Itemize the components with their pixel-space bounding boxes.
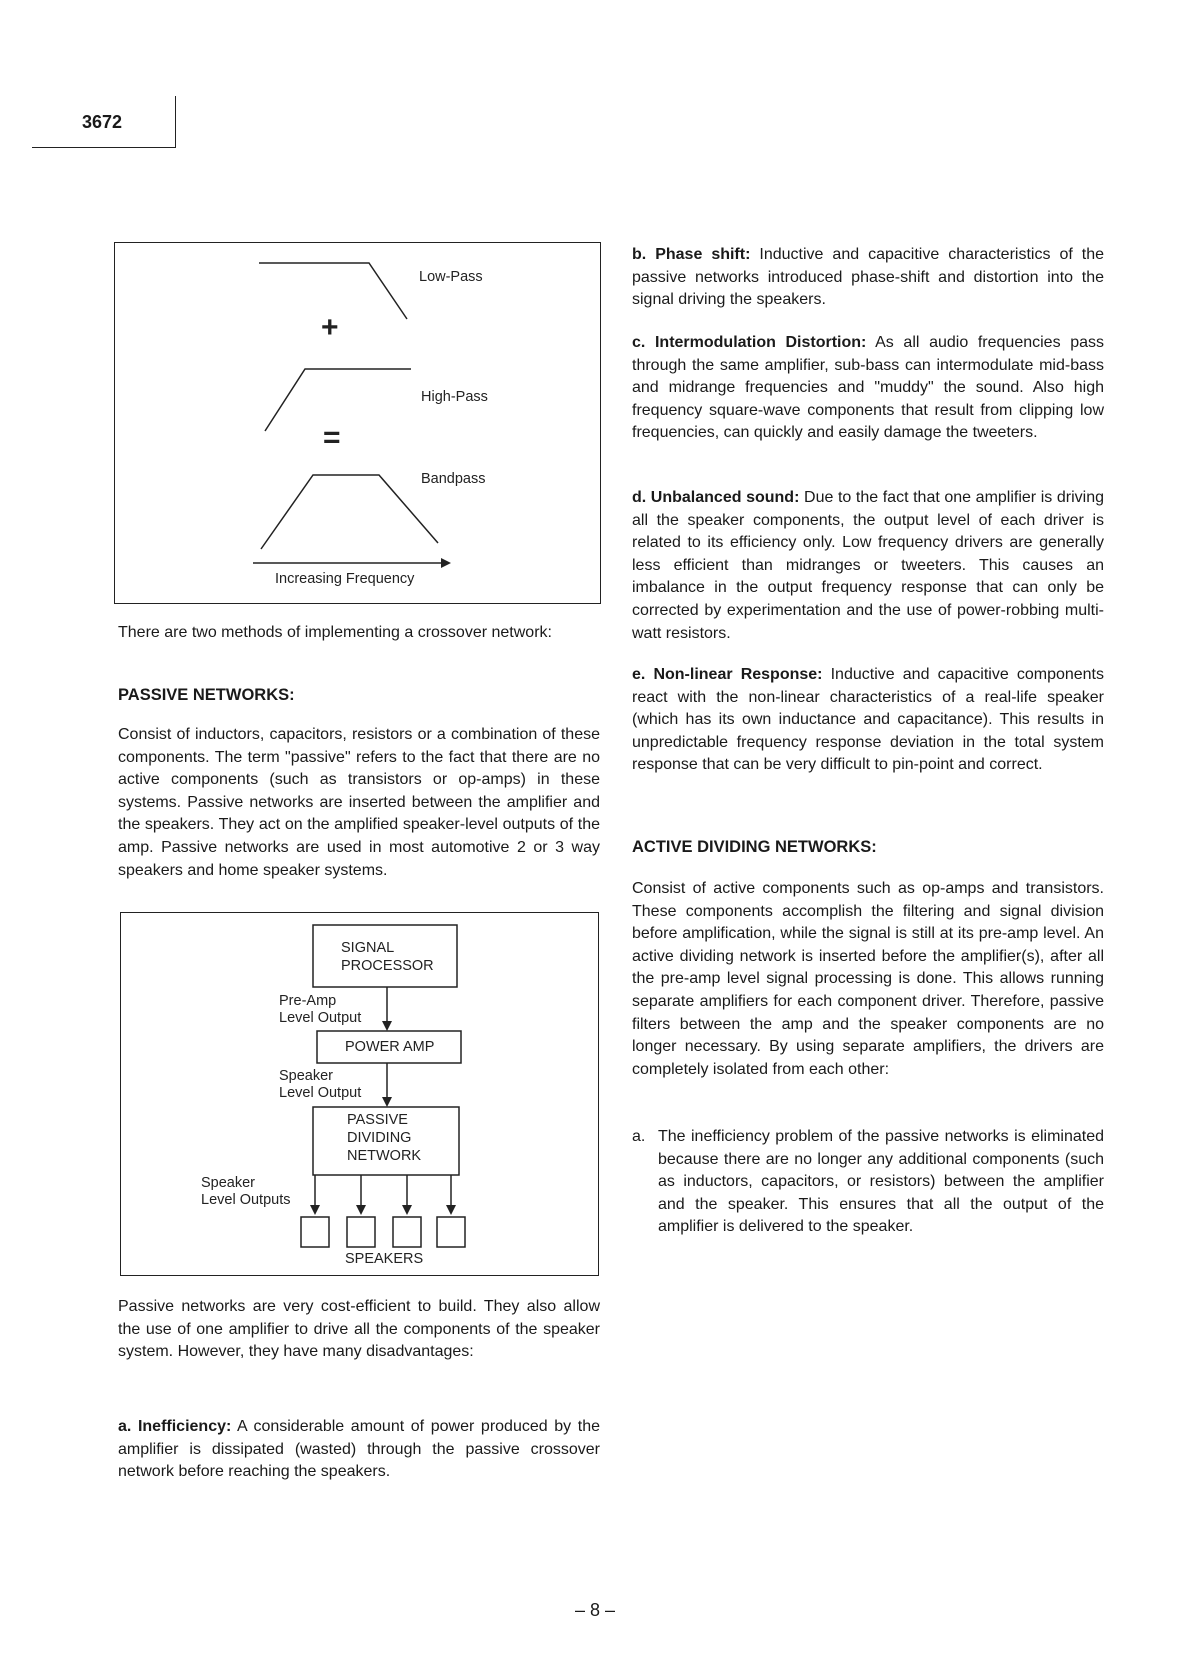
passive-heading: PASSIVE NETWORKS: [118,686,295,704]
speaker-level-label-line2: Level Output [279,1085,362,1101]
speaker-box-4 [437,1217,465,1247]
unbalanced-title: d. Unbalanced sound: [632,489,800,506]
speaker-level-arrow-head [382,1097,392,1107]
passive-network-label: PASSIVE DIVIDING NETWORK [347,1112,422,1164]
unbalanced-paragraph [632,487,1104,645]
speaker-box-1 [301,1217,329,1247]
high-pass-label: High-Pass [421,389,488,405]
model-number: 3672 [82,112,123,132]
speaker-box-2 [347,1217,375,1247]
preamp-label-line2: Level Output [279,1010,362,1026]
bandpass-curve [261,475,438,549]
active-heading: ACTIVE DIVIDING NETWORKS: [632,838,877,856]
output-arrow-4 [446,1205,456,1215]
phase-shift-body: Inductive and capacitive characteristics of the passive networks introduced phase-shift and distortion into the signal driving the speakers. [632,246,1104,309]
phase-shift-paragraph [632,244,1104,312]
unbalanced-body: Due to the fact that one amplifier is driving all the speaker components, the output level of each driver is related to its efficiency only. Low frequency drivers are generally less efficient than midranges or tweeters. This causes an imbalance in the output frequency response that can only be corrected by experimentation and the use of power-robbing multi-watt resistors. [632,489,1105,642]
speakers-label: SPEAKERS [345,1251,424,1267]
nonlinear-paragraph [632,664,1104,777]
item-a-body: The inefficiency problem of the passive networks is eliminated because there are no longer any additional components (such as inductors, capacitors, or resistors) between the amplifier and the speaker. This ensures that all the output of the amplifier is delivered to the speaker. [658,1128,1104,1236]
equals-sign: = [323,421,341,454]
speaker-outputs-label-line2: Level Outputs [201,1192,291,1208]
passive-diagram [120,912,599,1276]
passive-body: Consist of inductors, capacitors, resistors or a combination of these components. The term "passive" refers to the fact that there are no active components (such as transistors or op-amps) in these systems. Passive networks are inserted between the amplifier and the speakers. They act on the amplified speaker-level outputs of the amp. Passive networks are used in most automotive 2 or 3 way speakers and home speaker systems. [118,726,600,879]
intro-text: There are two methods of implementing a crossover network: [118,624,552,641]
output-arrow-2 [356,1205,366,1215]
inefficiency-paragraph [118,1416,600,1484]
intermodulation-body: As all audio frequencies pass through the same amplifier, sub-bass can intermodulate mid-bass and midrange frequencies and "muddy" the sound. Also high frequency square-wave components that result from clipping low frequencies, can quickly and easily damage the tweeters. [632,334,1104,442]
frequency-arrow-head [441,558,451,568]
low-pass-label: Low-Pass [419,269,483,285]
intermodulation-paragraph [632,332,1104,445]
output-arrow-3 [402,1205,412,1215]
page-number: – 8 – [574,1600,616,1620]
speaker-level-label-line1: Speaker [279,1068,334,1084]
filter-figure [114,242,601,604]
nonlinear-body: Inductive and capacitive components react with the non-linear characteristics of a real-life speaker (which has its own inductance and capacitance). This results in unpredictable frequency response deviation in the total system response that can be very difficult to pin-point and correct. [632,666,1105,774]
phase-shift-title: b. Phase shift: [632,246,751,263]
inefficiency-title: a. Inefficiency: [118,1418,232,1435]
preamp-label-line1: Pre-Amp [279,993,337,1009]
active-body: Consist of active components such as op-amps and transistors. These components accomplish the filtering and signal division before amplification, while the signal is still at its pre-amp level. An active dividing network is inserted before the amplifier(s), after all the pre-amp level signal processing is done. This allows running separate amplifiers for each component driver. Therefore, passive filters between the amp and the speaker components are no longer necessary. By using separate amplifiers, the drivers are completely isolated from each other: [632,880,1104,1078]
intermodulation-title: c. Intermodulation Distortion: [632,334,867,351]
preamp-arrow-head [382,1021,392,1031]
filter-curves [115,243,602,605]
speaker-box-3 [393,1217,421,1247]
nonlinear-title: e. Non-linear Response: [632,666,823,683]
cost-body: Passive networks are very cost-efficient to build. They also allow the use of one amplifier to drive all the components of the speaker system. However, they have many disadvantages: [118,1298,600,1361]
active-list-item-a [632,1126,1104,1239]
speaker-outputs-label-line1: Speaker [201,1175,256,1191]
bandpass-label: Bandpass [421,471,486,487]
left-column [118,622,600,645]
axis-label: Increasing Frequency [275,571,415,587]
output-arrow-1 [310,1205,320,1215]
power-amp-label: POWER AMP [345,1039,435,1055]
item-a-marker: a. [632,1128,646,1145]
signal-processor-label: SIGNAL PROCESSOR [341,940,434,974]
plus-sign: + [321,311,339,344]
inefficiency-body: A considerable amount of power produced by the amplifier is dissipated (wasted) through the passive crossover network before reaching the speakers. [118,1418,601,1481]
